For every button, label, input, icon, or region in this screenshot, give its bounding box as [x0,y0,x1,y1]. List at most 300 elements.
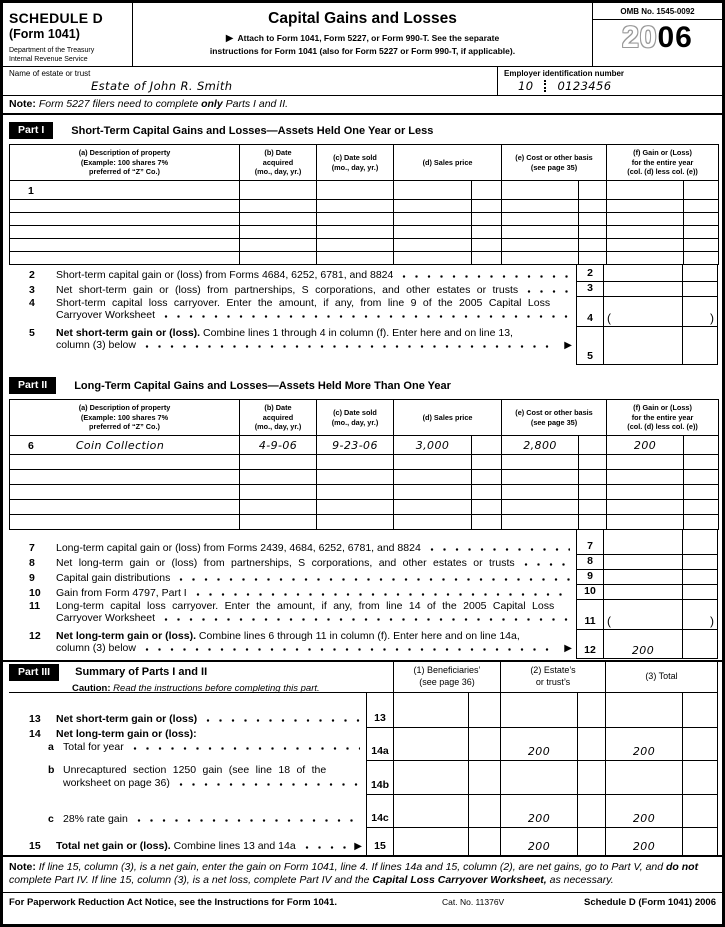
cents-cell[interactable] [472,515,502,530]
form-number: (Form 1041) [9,27,80,41]
entry-cell[interactable] [317,200,394,213]
line-7 [9,530,718,555]
line-label: Unrecaptured section 1250 gain (see line 18 of the [63,764,327,776]
note-bold-segment: do not [666,861,699,873]
entry-cell[interactable] [317,515,394,530]
beneficiaries-field[interactable] [394,828,469,855]
dotted-leader [305,845,349,850]
divider [0,855,725,857]
amount-field[interactable] [604,327,683,365]
entry-cell[interactable] [607,213,684,226]
entry-cell[interactable] [317,252,394,265]
part3-section [3,660,722,857]
entry-cell[interactable] [394,213,472,226]
note-text-after: Parts I and II. [222,98,289,110]
line-box-number: 10 [576,585,604,600]
entry-cell[interactable] [502,181,579,200]
estate-field[interactable] [501,795,578,828]
line-label: Total for year [63,741,124,753]
part1-column-headers [10,145,719,181]
entry-cell[interactable] [607,239,684,252]
line14c-estate-value[interactable]: 200 [527,812,551,825]
entry-cell[interactable] [10,485,240,500]
total-field[interactable] [606,761,683,795]
dotted-leader [402,274,570,279]
cents-cell[interactable] [472,455,502,470]
line-box-number: 4 [576,297,604,327]
part3-header [9,662,718,693]
line-number: 8 [29,557,35,569]
cents-cell[interactable] [684,226,719,239]
line-number: 6 [28,440,34,452]
beneficiaries-field[interactable] [394,728,469,761]
table-row [10,181,719,200]
amount-field[interactable] [604,585,683,600]
line-12 [9,630,718,659]
line-number: 5 [29,327,35,339]
line-14b [9,761,718,795]
entry-cell[interactable] [317,181,394,200]
cents-cell[interactable] [684,515,719,530]
entry-cell[interactable] [502,226,579,239]
table-row [10,485,719,500]
dotted-leader [179,782,360,787]
description-cell[interactable] [10,181,240,200]
cents-field[interactable] [683,555,718,570]
entry-cell[interactable] [394,226,472,239]
arrow-icon: ▶ [354,841,362,852]
entry-cell[interactable] [394,252,472,265]
part2-header [9,377,722,394]
cents-cell[interactable] [472,200,502,213]
dotted-leader [164,617,570,622]
line-box-number: 7 [576,530,604,555]
entry-cell[interactable] [10,213,240,226]
note-segment: complete Part IV. If line 15, column (3), is a net loss, complete Part IV and the [9,874,373,887]
cents-field[interactable] [683,761,718,795]
table-row [10,200,719,213]
arrow-icon: ▶ [564,340,572,351]
entry-cell[interactable] [394,485,472,500]
note-segment: as necessary. [546,874,614,887]
form-title: Capital Gains and Losses [268,10,457,27]
line-label: Carryover Worksheet [56,309,156,321]
part1-header [9,122,722,139]
entry-cell[interactable] [317,239,394,252]
entry-cell[interactable] [10,200,240,213]
note-bold-segment: Capital Loss Carryover Worksheet, [372,874,547,887]
ein-label: Employer identification number [504,69,625,78]
entry-cell[interactable] [240,500,317,515]
line14a-estate-value[interactable]: 200 [527,745,551,758]
entry-cell[interactable] [394,181,472,200]
cents-cell[interactable] [472,252,502,265]
cents-cell[interactable] [579,239,607,252]
estate-field[interactable] [501,828,578,855]
amount-field[interactable] [604,530,683,555]
entry-cell[interactable] [394,239,472,252]
cents-cell[interactable] [472,436,502,455]
col-header-beneficiaries: (1) Beneficiaries’ (see page 36) [394,662,501,692]
note-emphasis: only [201,98,223,110]
dotted-leader [164,314,570,319]
table-row [10,455,719,470]
line-13 [9,693,718,728]
entry-cell[interactable] [502,252,579,265]
form-id-footer: Schedule D (Form 1041) 2006 [584,897,716,909]
entry-cell[interactable] [502,213,579,226]
tax-year [593,20,722,53]
entry-cell[interactable] [10,252,240,265]
line-letter: b [48,764,55,776]
ein-area-number[interactable]: 10 [518,79,534,93]
estate-field[interactable] [501,761,578,795]
entry-cell[interactable] [317,455,394,470]
total-field[interactable] [606,828,683,855]
part2-tag: Part II [9,377,56,394]
note-label: Note: [9,98,36,110]
cents-cell[interactable] [684,470,719,485]
amount-field[interactable]: ( [604,600,683,630]
line12-value[interactable]: 200 [631,644,655,657]
ein-serial-number[interactable]: 0123456 [557,79,612,93]
arrow-icon: ▶ [564,643,572,654]
entry-cell[interactable] [240,455,317,470]
cents-field[interactable] [578,761,606,795]
amount-field[interactable] [604,282,683,297]
cents-cell[interactable] [684,200,719,213]
cents-cell[interactable] [472,181,502,200]
cents-field[interactable] [469,693,501,728]
cents-cell[interactable] [579,485,607,500]
cents-cell[interactable] [472,226,502,239]
cents-cell[interactable] [579,213,607,226]
col-header-sales-price: (d) Sales price [394,145,502,181]
line-box-number: 14b [366,761,394,795]
caution-label: Caution: [72,683,111,694]
cents-field[interactable] [683,282,718,297]
entry-cell[interactable] [607,485,684,500]
cents-cell[interactable] [579,500,607,515]
schedule-label: SCHEDULE D [9,10,104,26]
line-box-number: 12 [576,630,604,659]
amount-field[interactable] [604,630,683,659]
total-field[interactable] [606,693,683,728]
entry-cell[interactable] [607,181,684,200]
cents-field[interactable] [683,828,718,855]
col-header-sales-price: (d) Sales price [394,400,502,436]
cents-cell[interactable] [579,181,607,200]
line-label: Short-term capital gain or (loss) from Forms 4684, 6252, 6781, and 8824 [56,269,394,281]
agency-label: Internal Revenue Service [9,55,88,63]
line14c-total-value[interactable]: 200 [632,812,656,825]
entry-cell[interactable] [607,455,684,470]
cents-field[interactable]: ) [683,297,718,327]
cents-cell[interactable] [472,213,502,226]
entry-cell[interactable] [317,213,394,226]
line-label: Carryover Worksheet [56,612,156,624]
entry-cell[interactable] [240,470,317,485]
entry-cell[interactable] [10,239,240,252]
beneficiaries-field[interactable] [394,761,469,795]
line14a-total-value[interactable]: 200 [632,745,656,758]
entry-cell[interactable] [240,485,317,500]
line-box-number: 8 [576,555,604,570]
line-3 [9,282,718,297]
dotted-leader [206,718,360,723]
year-prefix: 20 [622,21,658,54]
name-field[interactable] [3,67,497,95]
dotted-leader [196,592,570,597]
cents-cell[interactable] [684,436,719,455]
line15-estate-value[interactable]: 200 [527,840,551,853]
cents-cell[interactable] [472,485,502,500]
cents-cell[interactable] [684,455,719,470]
entry-cell[interactable] [394,455,472,470]
cents-field[interactable] [683,728,718,761]
line-label: Net long-term gain or (loss): [56,728,197,740]
date-acquired-value[interactable]: 4-9-06 [240,436,317,455]
cents-cell[interactable] [684,213,719,226]
cents-field[interactable] [469,828,501,855]
line-14a [9,728,718,761]
cents-field[interactable] [578,795,606,828]
cents-cell[interactable] [472,239,502,252]
department-label: Department of the Treasury [9,47,95,54]
line-label: Long-term capital gain or (loss) from Forms 2439, 4684, 6252, 6781, and 8824 [56,542,421,554]
entry-cell[interactable] [10,500,240,515]
form-header [3,3,722,67]
line-number: 7 [29,542,35,554]
entry-cell[interactable] [240,200,317,213]
col-header-date-sold: (c) Date sold (mo., day, yr.) [317,400,394,436]
line-letter: a [48,741,54,753]
col-header-total: (3) Total [606,662,718,692]
line-label: column (3) below [56,642,136,654]
cents-cell[interactable] [684,239,719,252]
total-field[interactable] [606,728,683,761]
entry-cell[interactable] [607,252,684,265]
line-11 [9,600,718,630]
amount-field[interactable] [604,555,683,570]
entry-cell[interactable] [240,239,317,252]
col-header-date-acquired: (b) Date acquired (mo., day, yr.) [240,145,317,181]
dotted-leader [179,577,570,582]
entry-cell[interactable] [317,485,394,500]
amount-field[interactable]: ( [604,297,683,327]
ein-value[interactable] [518,79,722,93]
part2-lines [9,530,718,659]
dotted-leader [430,547,570,552]
cents-field[interactable] [578,693,606,728]
description-value[interactable]: Coin Collection [75,439,165,452]
line-10 [9,585,718,600]
entry-cell[interactable] [394,500,472,515]
part3-tag: Part III [9,664,59,681]
cents-field[interactable] [683,327,718,365]
line-box-number: 15 [366,828,394,855]
table-row [10,213,719,226]
entry-cell[interactable] [502,455,579,470]
line-label: column (3) below [56,339,136,351]
line-box-number: 11 [576,600,604,630]
entry-cell[interactable] [10,515,240,530]
entry-cell[interactable] [240,252,317,265]
cents-cell[interactable] [579,226,607,239]
cents-cell[interactable] [472,500,502,515]
line-number: 4 [29,297,35,309]
caution-text: Read the instructions before completing this part. [110,683,320,694]
catalog-number: Cat. No. 11376V [442,897,505,908]
cents-field[interactable] [683,795,718,828]
line-label-bold: Net long-term gain or (loss). [56,630,197,642]
dotted-leader [145,647,558,652]
total-field[interactable] [606,795,683,828]
dotted-leader [133,746,360,751]
entry-cell[interactable] [502,485,579,500]
dotted-leader [137,818,360,823]
cents-field[interactable]: ) [683,600,718,630]
cents-field[interactable] [683,265,718,282]
note-text-before: Form 5227 filers need to complete [38,98,202,110]
cents-field[interactable] [683,693,718,728]
entry-cell[interactable] [10,226,240,239]
line-number: 9 [29,572,35,584]
estate-field[interactable] [501,728,578,761]
part2-column-headers [10,400,719,436]
entry-cell[interactable] [240,181,317,200]
date-sold-value[interactable]: 9-23-06 [317,436,394,455]
ein-field[interactable] [497,67,722,95]
amount-field[interactable] [604,265,683,282]
entry-cell[interactable] [607,200,684,213]
cents-field[interactable] [578,828,606,855]
line-label: Gain from Form 4797, Part I [56,587,187,599]
entry-cell[interactable] [394,470,472,485]
line-label: Capital gain distributions [56,572,171,584]
cents-cell[interactable] [579,515,607,530]
cents-cell[interactable] [579,470,607,485]
entry-cell[interactable] [607,500,684,515]
estate-field[interactable] [501,693,578,728]
attach-instruction-line2: instructions for Form 1041 (also for Form 5227 or Form 990-T, if applicable). [209,45,516,56]
cents-cell[interactable] [684,485,719,500]
line-label: Combine lines 1 through 4 in column (f). Enter here and on line 13, [200,327,513,339]
sales-price-value[interactable]: 3,000 [394,436,472,455]
form-id-block [3,3,133,66]
cents-field[interactable] [469,795,501,828]
cents-cell[interactable] [684,181,719,200]
cents-cell[interactable] [684,252,719,265]
cents-field[interactable] [469,728,501,761]
beneficiaries-field[interactable] [394,693,469,728]
beneficiaries-field[interactable] [394,795,469,828]
cents-cell[interactable] [579,200,607,213]
gain-value[interactable]: 200 [607,436,684,455]
note-label: Note: [9,861,36,873]
table-row [10,239,719,252]
line-letter: c [48,813,54,825]
line-number: 11 [29,600,41,612]
cents-cell[interactable] [579,455,607,470]
entry-cell[interactable] [607,515,684,530]
line-label: Net short-term gain or (loss) from partnerships, S corporations, and other estates or trusts [56,284,519,296]
entry-cell[interactable] [317,500,394,515]
cents-field[interactable] [683,530,718,555]
entry-cell[interactable] [607,226,684,239]
cents-cell[interactable] [579,252,607,265]
cents-cell[interactable] [684,500,719,515]
line-5 [9,327,718,365]
table-row [10,500,719,515]
line-label: worksheet on page 36) [63,777,170,789]
line-box-number: 14c [366,795,394,828]
col-header-description: (a) Description of property (Example: 100 shares 7% preferred of “Z” Co.) [10,400,240,436]
line-number: 14 [29,728,41,740]
line-14c [9,795,718,828]
col-header-estates: (2) Estate’s or trust’s [501,662,606,692]
top-note [3,96,722,115]
line-box-number: 2 [576,265,604,282]
line-label: Combine lines 6 through 11 in column (f). Enter here and on line 14a, [196,630,520,642]
entry-cell[interactable] [240,515,317,530]
line-label: Net short-term gain or (loss) [56,713,198,725]
paperwork-notice: For Paperwork Reduction Act Notice, see the Instructions for Form 1041. [9,897,337,909]
entry-cell[interactable] [394,515,472,530]
cost-basis-value[interactable]: 2,800 [502,436,579,455]
entry-cell[interactable] [502,239,579,252]
entry-cell[interactable] [502,200,579,213]
entry-cell[interactable] [10,455,240,470]
col-header-gain-loss: (f) Gain or (Loss) for the entire year (col. (d) less col. (e)) [607,400,719,436]
entry-cell[interactable] [240,226,317,239]
line-label: Net long-term gain or (loss) from partnerships, S corporations, and other estates or trusts [56,557,515,569]
omb-number: OMB No. 1545-0092 [593,3,722,20]
line-number: 13 [29,713,41,725]
entry-cell[interactable] [10,470,240,485]
name-label: Name of estate or trust [9,69,91,78]
cents-field[interactable] [683,585,718,600]
entry-cell[interactable] [502,515,579,530]
cents-cell[interactable] [579,436,607,455]
entry-cell[interactable] [317,226,394,239]
amount-field[interactable] [604,570,683,585]
cents-field[interactable] [469,761,501,795]
entry-cell[interactable] [240,213,317,226]
col-header-cost-basis: (e) Cost or other basis (see page 35) [502,145,607,181]
entry-cell[interactable] [607,470,684,485]
line-number: 12 [29,630,41,642]
col-header-date-acquired: (b) Date acquired (mo., day, yr.) [240,400,317,436]
cents-cell[interactable] [472,470,502,485]
cents-field[interactable] [683,630,718,659]
bottom-note [9,861,716,887]
table-row [10,252,719,265]
line-box-number: 14a [366,728,394,761]
name-value[interactable]: Estate of John R. Smith [91,79,233,93]
part3-title: Summary of Parts I and II [75,666,208,678]
entry-cell[interactable] [317,470,394,485]
line-label-bold: Total net gain or (loss). [56,840,171,852]
entry-cell[interactable] [502,500,579,515]
entry-cell[interactable] [502,470,579,485]
cents-field[interactable] [578,728,606,761]
description-cell[interactable] [10,436,240,455]
line15-total-value[interactable]: 200 [632,840,656,853]
entry-cell[interactable] [394,200,472,213]
cents-field[interactable] [683,570,718,585]
table-row-6 [10,436,719,455]
